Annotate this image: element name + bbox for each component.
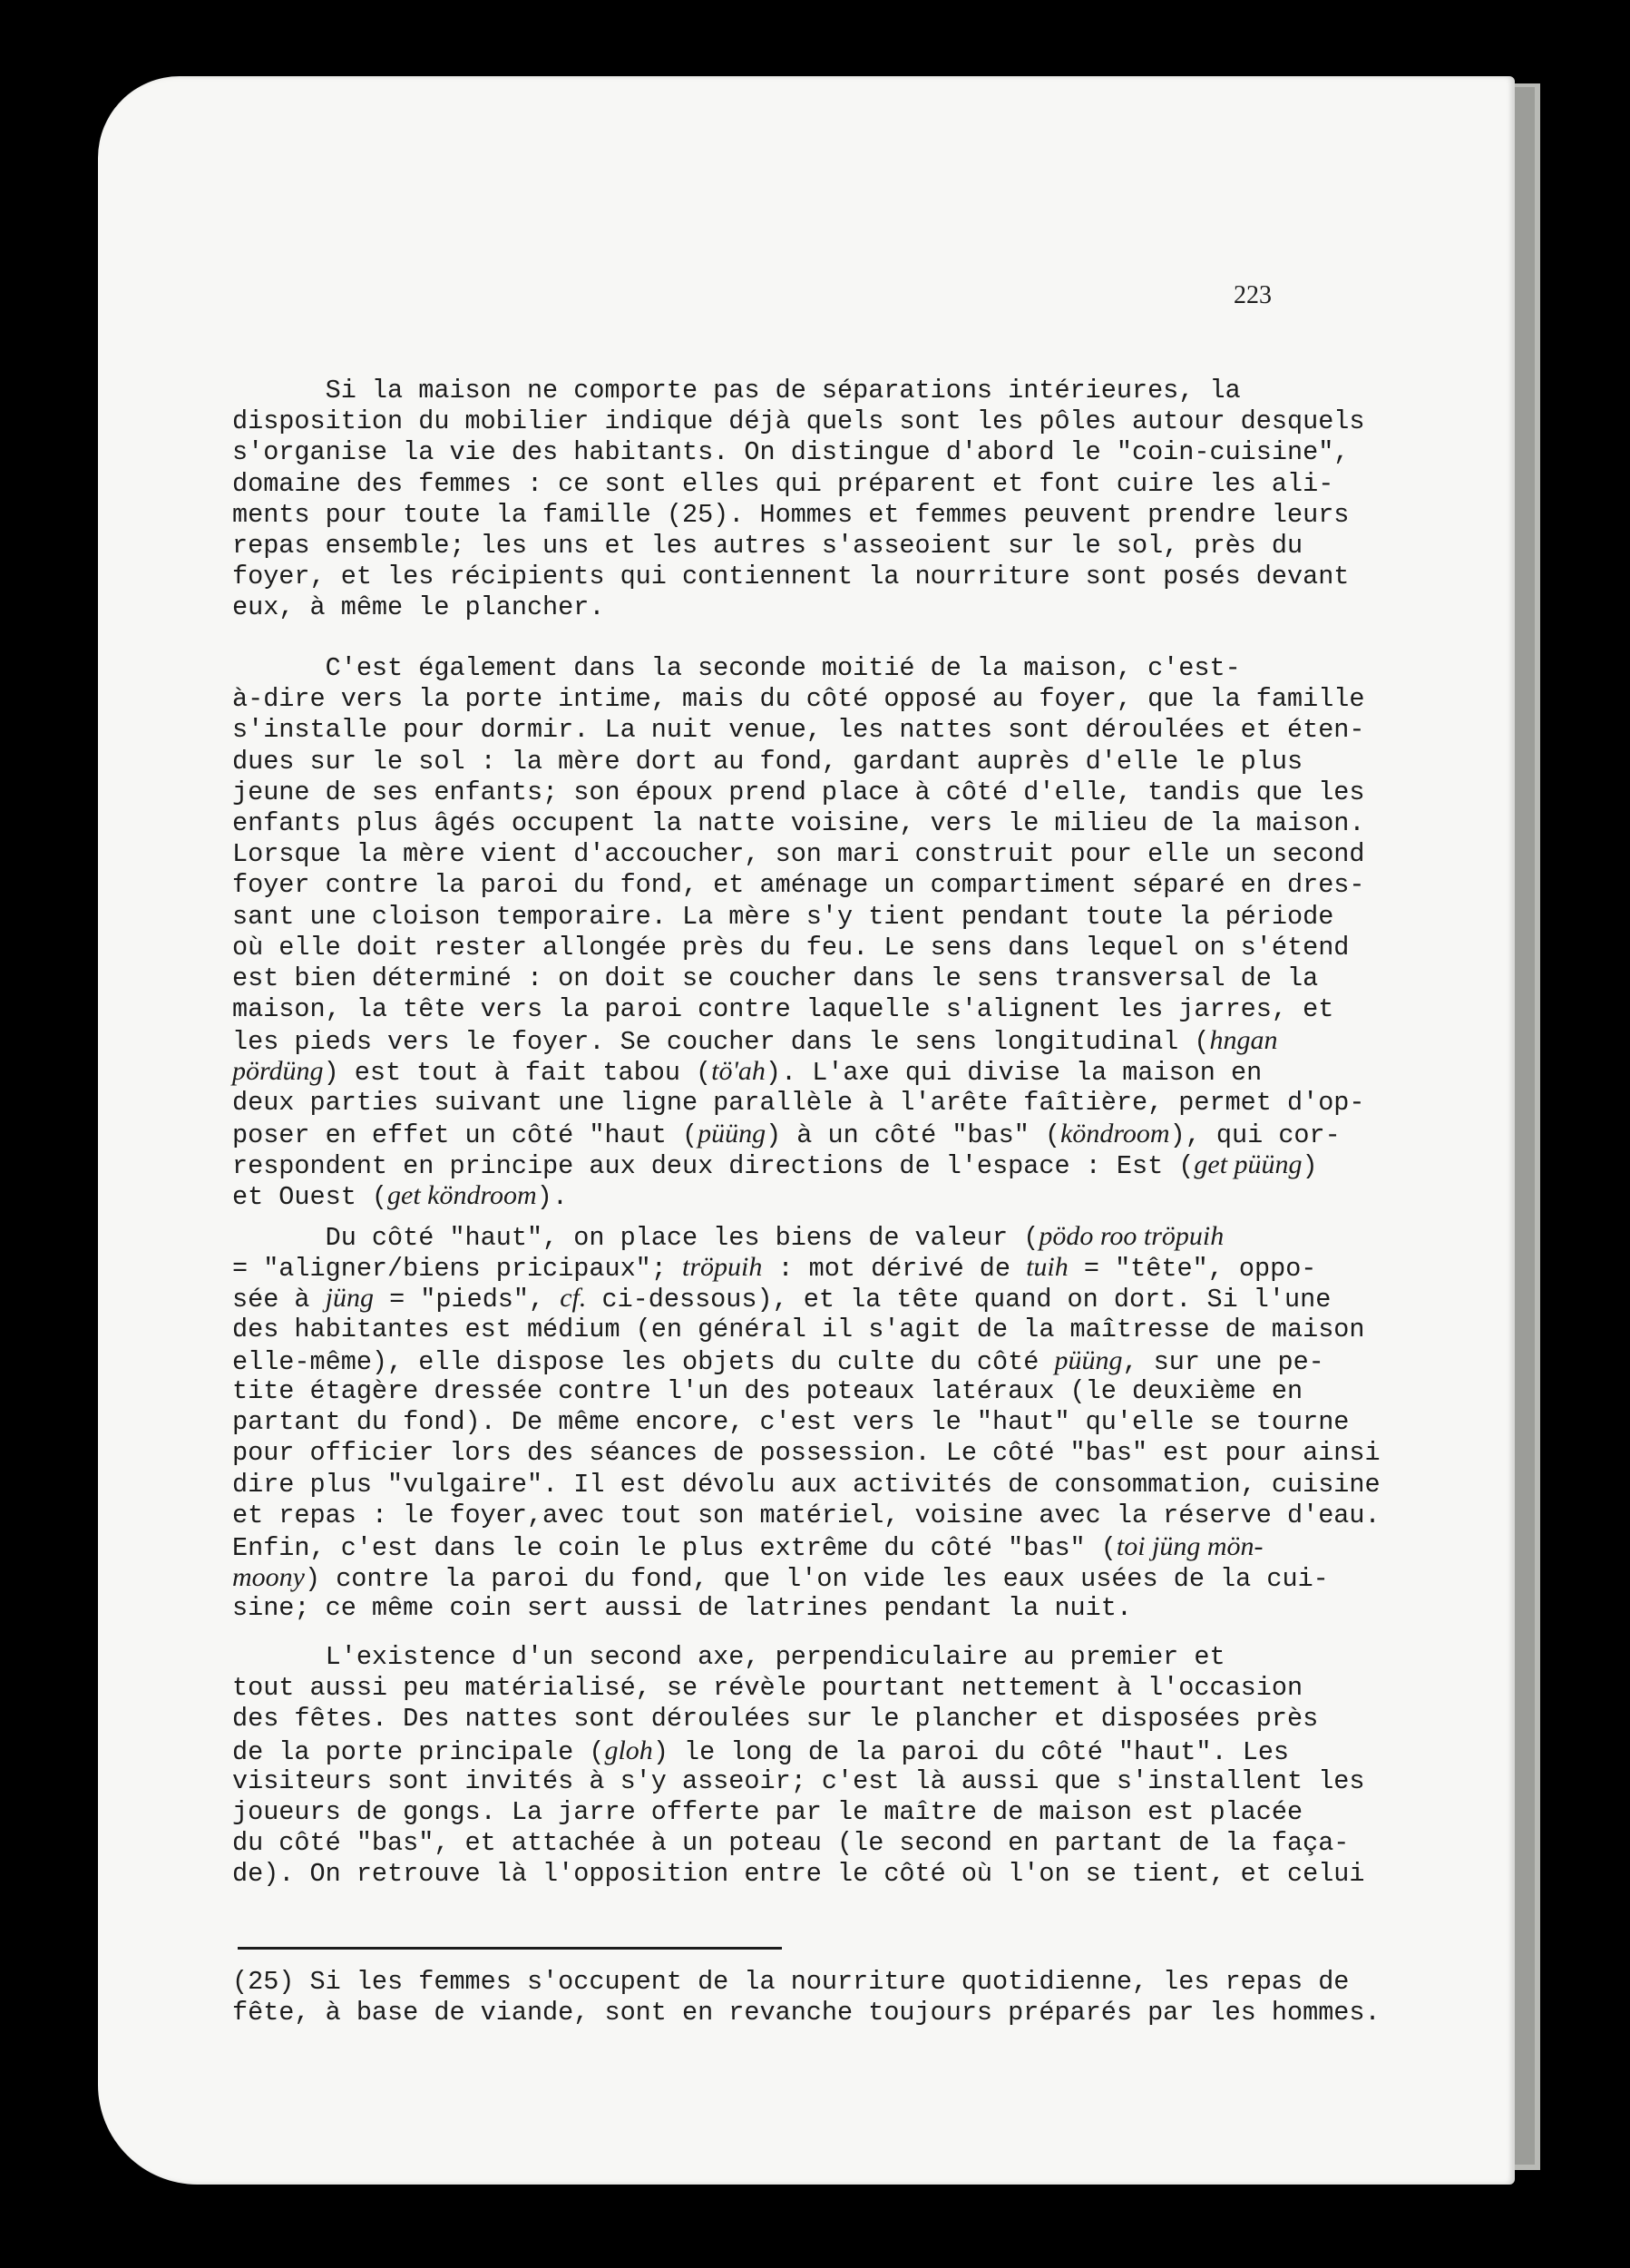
text-run: ). bbox=[536, 1182, 568, 1213]
text-line bbox=[232, 653, 1357, 684]
text-line bbox=[232, 1438, 1381, 1469]
text-run: des habitantes est médium (en général il s'agit de la maîtresse de maison bbox=[232, 1314, 1365, 1344]
text-run: à-dire vers la porte intime, mais du côté opposé au foyer, que la famille bbox=[232, 684, 1365, 715]
text-line bbox=[232, 1673, 1357, 1704]
text-line bbox=[232, 839, 1365, 870]
text-line bbox=[232, 562, 1357, 592]
page-edge-shadow bbox=[1513, 87, 1535, 2165]
paragraph-2 bbox=[232, 653, 1365, 1213]
text-run: s'installe pour dormir. La nuit venue, les nattes sont déroulées et éten- bbox=[232, 715, 1365, 746]
italic-term: toi jüng mön- bbox=[1116, 1530, 1264, 1561]
text-line bbox=[232, 1314, 1365, 1345]
text-run: deux parties suivant une ligne parallèle à l'arête faîtière, permet d'op- bbox=[232, 1087, 1365, 1118]
text-run: des fêtes. Des nattes sont déroulées sur le plancher et disposées près bbox=[232, 1704, 1319, 1735]
text-line bbox=[232, 1056, 1357, 1087]
text-line bbox=[232, 1967, 1375, 1998]
text-run: domaine des femmes : ce sont elles qui préparent et font cuire les ali- bbox=[232, 468, 1334, 499]
text-run: foyer contre la paroi du fond, et aménage un compartiment séparé en dres- bbox=[232, 870, 1365, 901]
text-run: fête, à base de viande, sont en revanche toujours préparés par les hommes. bbox=[232, 1998, 1381, 2028]
text-line bbox=[232, 531, 1357, 562]
text-run: ) à un côté "bas" ( bbox=[766, 1119, 1061, 1150]
text-line bbox=[232, 592, 1357, 623]
footnote bbox=[232, 1967, 1381, 2028]
text-line bbox=[232, 963, 1357, 994]
text-line bbox=[232, 994, 1357, 1025]
italic-term: köndroom bbox=[1060, 1118, 1170, 1149]
text-run: tite étagère dressée contre l'un des poteaux latéraux (le deuxième en bbox=[232, 1375, 1303, 1406]
text-line bbox=[232, 376, 1357, 406]
italic-term: get köndroom bbox=[387, 1180, 537, 1211]
text-run: et repas : le foyer,avec tout son matériel, voisine avec la réserve d'eau. bbox=[232, 1500, 1381, 1530]
text-run: et Ouest ( bbox=[232, 1182, 388, 1213]
text-line bbox=[232, 933, 1357, 963]
text-run: sée à bbox=[232, 1285, 326, 1315]
text-line bbox=[232, 1087, 1365, 1119]
text-run: : mot dérivé de bbox=[762, 1254, 1027, 1285]
text-run: (25) Si les femmes s'occupent de la nourriture quotidienne, les repas de bbox=[232, 1967, 1350, 1997]
text-run: du côté "bas", et attachée à un poteau (le second en partant de la faça- bbox=[232, 1828, 1350, 1859]
text-run: = "aligner/biens pricipaux"; bbox=[232, 1254, 682, 1285]
text-line bbox=[232, 1828, 1357, 1859]
text-line bbox=[232, 1998, 1381, 2028]
text-run: elle-même), elle dispose les objets du culte du côté bbox=[232, 1346, 1055, 1377]
text-run: , sur une pe- bbox=[1122, 1346, 1324, 1377]
page-number: 223 bbox=[1234, 281, 1272, 309]
text-run: s'organise la vie des habitants. On distingue d'abord le "coin-cuisine", bbox=[232, 437, 1350, 468]
text-line bbox=[232, 1469, 1381, 1501]
text-line bbox=[232, 1562, 1357, 1593]
text-run: de la porte principale ( bbox=[232, 1736, 605, 1767]
italic-term: gloh bbox=[604, 1735, 653, 1765]
text-run: respondent en principe aux deux directions de l'espace : Est ( bbox=[232, 1151, 1195, 1181]
text-run: tout aussi peu matérialisé, se révèle pourtant nettement à l'occasion bbox=[232, 1673, 1303, 1704]
text-line bbox=[232, 1531, 1357, 1562]
text-run: Enfin, c'est dans le coin le plus extrême du côté "bas" ( bbox=[232, 1532, 1117, 1563]
text-line bbox=[232, 1593, 1357, 1624]
text-run: Si la maison ne comporte pas de séparations intérieures, la bbox=[232, 376, 1241, 406]
text-line bbox=[232, 1149, 1357, 1180]
text-run: pour officier lors des séances de possession. Le côté "bas" est pour ainsi bbox=[232, 1438, 1381, 1469]
text-line bbox=[232, 1704, 1357, 1735]
text-line bbox=[232, 1252, 1357, 1283]
text-line bbox=[232, 469, 1357, 500]
italic-term: pödo roo tröpuih bbox=[1039, 1221, 1225, 1251]
text-line bbox=[232, 1376, 1357, 1407]
italic-term: hngan bbox=[1209, 1025, 1278, 1056]
italic-term: jüng bbox=[325, 1283, 374, 1314]
text-run: partant du fond). De même encore, c'est vers le "haut" qu'elle se tourne bbox=[232, 1407, 1350, 1438]
text-run: ci-dessous), et la tête quand on dort. Si l'une bbox=[586, 1285, 1332, 1315]
text-run: sant une cloison temporaire. La mère s'y tient pendant toute la période bbox=[232, 901, 1334, 932]
text-run: joueurs de gongs. La jarre offerte par le maître de maison est placée bbox=[232, 1796, 1303, 1827]
text-line bbox=[232, 902, 1357, 933]
italic-term: tröpuih bbox=[681, 1252, 763, 1283]
text-run: disposition du mobilier indique déjà quels sont les pôles autour desquels bbox=[232, 406, 1365, 437]
italic-term: püüng bbox=[1054, 1344, 1123, 1375]
paragraph-4 bbox=[232, 1642, 1365, 1891]
text-line bbox=[232, 1407, 1357, 1438]
text-run: ) est tout à fait tabou ( bbox=[323, 1058, 712, 1089]
paragraph-3 bbox=[232, 1221, 1381, 1624]
italic-term: get püüng bbox=[1194, 1149, 1303, 1179]
text-run: jeune de ses enfants; son époux prend place à côté d'elle, tandis que les bbox=[232, 777, 1365, 807]
text-run: ) le long de la paroi du côté "haut". Les bbox=[652, 1736, 1290, 1767]
text-line bbox=[232, 1283, 1357, 1314]
text-run: eux, à même le plancher. bbox=[232, 592, 605, 623]
italic-term: tuih bbox=[1026, 1252, 1069, 1283]
text-run: enfants plus âgés occupent la natte voisine, vers le milieu de la maison. bbox=[232, 807, 1365, 838]
text-run: ments pour toute la famille (25). Hommes et femmes peuvent prendre leurs bbox=[232, 499, 1350, 530]
text-run: ). L'axe qui divise la maison en bbox=[765, 1058, 1263, 1089]
text-run: où elle doit rester allongée près du feu. Le sens dans lequel on s'étend bbox=[232, 932, 1350, 963]
text-line bbox=[232, 1345, 1357, 1376]
text-line bbox=[232, 684, 1365, 715]
text-line bbox=[232, 406, 1365, 437]
italic-term: pördüng bbox=[232, 1056, 324, 1087]
text-run: ) bbox=[1302, 1151, 1318, 1181]
text-line bbox=[232, 1765, 1365, 1797]
text-run: Du côté "haut", on place les biens de valeur ( bbox=[232, 1223, 1039, 1253]
text-run: maison, la tête vers la paroi contre laquelle s'alignent les jarres, et bbox=[232, 994, 1334, 1025]
text-run: = "pieds", bbox=[373, 1285, 561, 1315]
text-run: C'est également dans la seconde moitié de la maison, c'est- bbox=[232, 653, 1241, 683]
italic-term: moony bbox=[232, 1562, 305, 1593]
paragraph-1 bbox=[232, 376, 1365, 624]
italic-term: cf. bbox=[560, 1283, 587, 1314]
text-run: repas ensemble; les uns et les autres s'asseoient sur le sol, près du bbox=[232, 530, 1303, 561]
text-run: Lorsque la mère vient d'accoucher, son mari construit pour elle un second bbox=[232, 839, 1365, 870]
text-run: les pieds vers le foyer. Se coucher dans le sens longitudinal ( bbox=[232, 1027, 1210, 1058]
text-line bbox=[232, 500, 1357, 531]
text-run: foyer, et les récipients qui contiennent la nourriture sont posés devant bbox=[232, 562, 1350, 592]
text-run: poser en effet un côté "haut ( bbox=[232, 1119, 698, 1150]
text-line bbox=[232, 807, 1365, 839]
footnote-rule bbox=[238, 1947, 782, 1950]
text-line bbox=[232, 1221, 1357, 1252]
text-line bbox=[232, 1025, 1357, 1056]
text-run: L'existence d'un second axe, perpendiculaire au premier et bbox=[232, 1642, 1225, 1672]
text-line bbox=[232, 777, 1365, 808]
text-line bbox=[232, 1180, 1357, 1211]
text-line bbox=[232, 747, 1357, 777]
text-line bbox=[232, 870, 1365, 901]
text-line bbox=[232, 715, 1365, 746]
italic-term: püüng bbox=[698, 1118, 766, 1149]
text-run: ) contre la paroi du fond, que l'on vide les eaux usées de la cui- bbox=[304, 1564, 1329, 1595]
text-run: visiteurs sont invités à s'y asseoir; c'est là aussi que s'installent les bbox=[232, 1765, 1365, 1796]
text-line bbox=[232, 437, 1357, 468]
italic-term: tö'ah bbox=[711, 1056, 766, 1087]
text-run: sine; ce même coin sert aussi de latrines pendant la nuit. bbox=[232, 1593, 1132, 1624]
text-line bbox=[232, 1797, 1357, 1828]
text-run: ), qui cor- bbox=[1169, 1119, 1341, 1150]
text-run: dire plus "vulgaire". Il est dévolu aux activités de consommation, cuisine bbox=[232, 1469, 1381, 1500]
text-line bbox=[232, 1859, 1365, 1890]
text-run: de). On retrouve là l'opposition entre le côté où l'on se tient, et celui bbox=[232, 1859, 1365, 1890]
text-line bbox=[232, 1735, 1357, 1766]
text-run: est bien déterminé : on doit se coucher dans le sens transversal de la bbox=[232, 963, 1319, 993]
text-line bbox=[232, 1119, 1357, 1149]
text-run: dues sur le sol : la mère dort au fond, gardant auprès d'elle le plus bbox=[232, 746, 1303, 777]
text-line bbox=[232, 1500, 1381, 1531]
text-run: = "tête", oppo- bbox=[1068, 1254, 1317, 1285]
text-line bbox=[232, 1642, 1357, 1673]
